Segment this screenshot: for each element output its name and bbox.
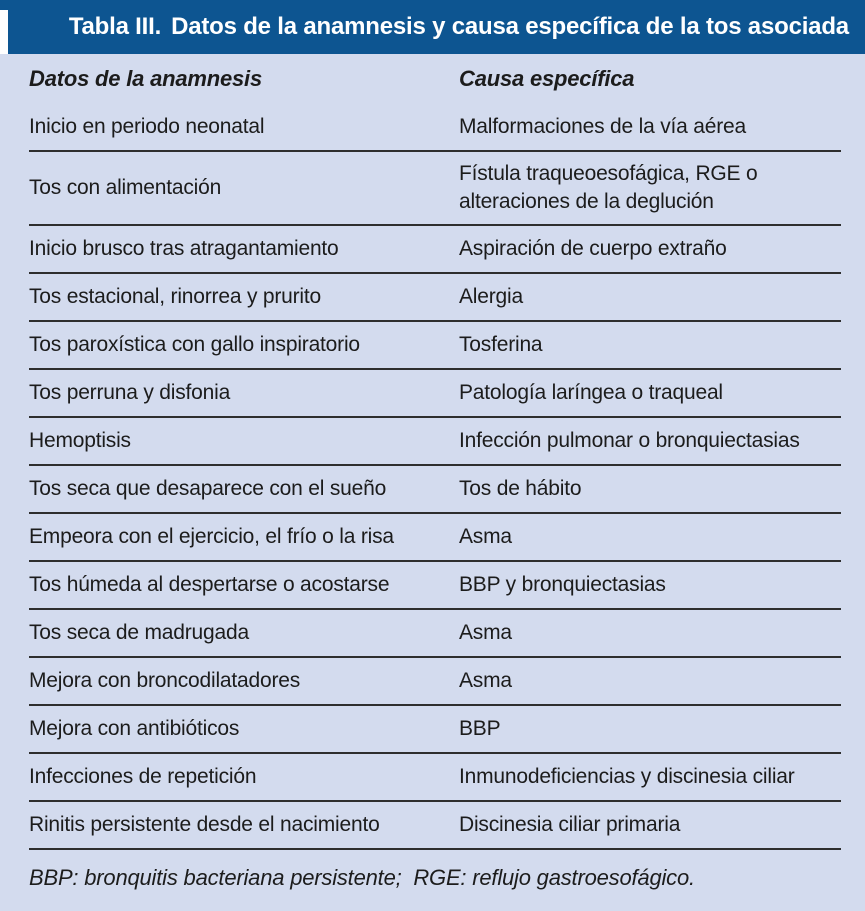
causa-cell: Alergia <box>459 285 523 308</box>
table-row <box>29 754 841 802</box>
causa-cell: Asma <box>459 669 512 692</box>
causa-cell: Malformaciones de la vía aérea <box>459 115 746 138</box>
anamnesis-cell: Rinitis persistente desde el nacimiento <box>29 813 380 836</box>
causa-cell: Inmunodeficiencias y discinesia ciliar <box>459 765 795 788</box>
anamnesis-cell: Tos perruna y disfonia <box>29 381 231 404</box>
anamnesis-cell: Empeora con el ejercicio, el frío o la risa <box>29 525 394 548</box>
column-header-anamnesis: Datos de la anamnesis <box>29 66 263 91</box>
column-header-causa: Causa específica <box>459 66 635 91</box>
table-row <box>29 706 841 754</box>
table-title-bar <box>0 0 865 54</box>
causa-cell: Discinesia ciliar primaria <box>459 813 681 836</box>
anamnesis-cell: Inicio en periodo neonatal <box>29 115 265 138</box>
table-row <box>29 610 841 658</box>
anamnesis-cell: Tos seca de madrugada <box>29 621 249 644</box>
table-row <box>29 226 841 274</box>
anamnesis-cell: Tos seca que desaparece con el sueño <box>29 477 387 500</box>
causa-cell: Infección pulmonar o bronquiectasias <box>459 429 800 452</box>
table-row <box>29 322 841 370</box>
table-row <box>29 370 841 418</box>
column-header-row <box>29 54 841 104</box>
anamnesis-cell: Tos con alimentación <box>29 176 222 199</box>
causa-cell: Aspiración de cuerpo extraño <box>459 237 727 260</box>
table-row <box>29 658 841 706</box>
table-row <box>29 104 841 152</box>
anamnesis-cell: Tos paroxística con gallo inspiratorio <box>29 333 360 356</box>
table-row <box>29 152 841 226</box>
causa-cell: Asma <box>459 621 512 644</box>
table-row <box>29 562 841 610</box>
causa-cell: Tos de hábito <box>459 477 582 500</box>
table-row <box>29 418 841 466</box>
anamnesis-cell: Mejora con broncodilatadores <box>29 669 301 692</box>
causa-cell: Fístula traqueoesofágica, RGE o alteraciones de la deglución <box>459 162 758 213</box>
anamnesis-cell: Mejora con antibióticos <box>29 717 240 740</box>
anamnesis-cell: Tos húmeda al despertarse o acostarse <box>29 573 390 596</box>
table-row <box>29 802 841 850</box>
anamnesis-cell: Hemoptisis <box>29 429 131 452</box>
table-number-label: Tabla III. <box>68 13 162 40</box>
causa-cell: BBP <box>459 717 501 740</box>
table-body <box>0 54 865 911</box>
causa-cell: Asma <box>459 525 512 548</box>
table-row <box>29 514 841 562</box>
causa-cell: Tosferina <box>459 333 543 356</box>
causa-cell: Patología laríngea o traqueal <box>459 381 723 404</box>
anamnesis-cell: Infecciones de repetición <box>29 765 257 788</box>
table-row <box>29 466 841 514</box>
causa-cell: BBP y bronquiectasias <box>459 573 666 596</box>
anamnesis-cell: Inicio brusco tras atragantamiento <box>29 237 339 260</box>
scan-margin-notch <box>0 10 8 54</box>
anamnesis-cell: Tos estacional, rinorrea y prurito <box>29 285 321 308</box>
table-title-text: Datos de la anamnesis y causa específica de la tos asociada <box>171 13 849 40</box>
table-row <box>29 274 841 322</box>
table-footnote: BBP: bronquitis bacteriana persistente; RGE: reflujo gastroesofágico. <box>29 865 695 890</box>
